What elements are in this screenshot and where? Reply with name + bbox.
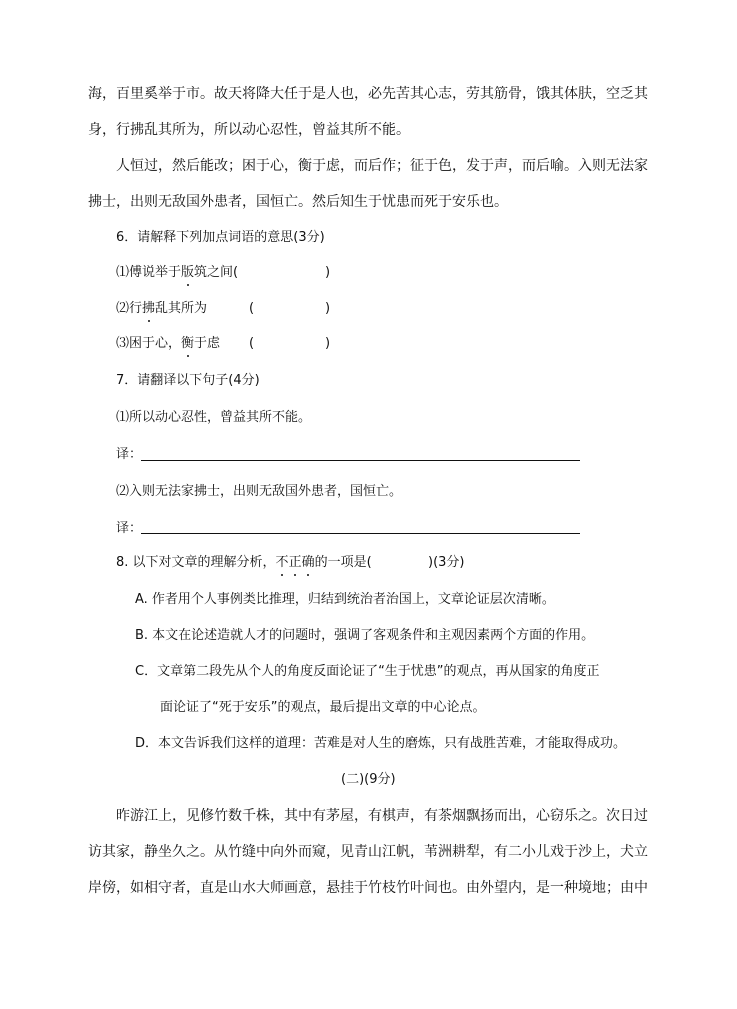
item-text: 乱其所为 [155,301,208,316]
option-c-continued: 面论证了“死于安乐”的观点，最后提出文章的中心论点。 [160,700,486,715]
item-text: 于虑 [194,336,221,351]
answer-paren-close: ) [325,265,331,280]
item-text: 行 [129,301,143,316]
passage-line: 拂士，出则无敌国外患者，国恒亡。然后知生于忧患而死于安乐也。 [88,194,508,210]
stem-text: 8. 以下对文章的理解分析， [116,555,276,570]
translate-label-1: 译： [116,447,143,462]
sentence-2: ⑵入则无法家拂士，出则无敌国外患者，国恒亡。 [116,484,403,499]
passage-line: 身，行拂乱其所为，所以动心忍性，曾益其所不能。 [88,122,410,138]
dotted-word: 衡 [181,336,195,351]
item-text: 筑之间( [194,265,239,280]
passage-line: 访其家，静坐久之。从竹缝中向外而窥，见青山江帆，苇洲耕犁，有二小儿戏于沙上，犬立 [88,844,648,860]
question-6-stem: 6．请解释下列加点词语的意思(3分) [116,230,325,245]
answer-paren-open: ( [249,301,255,316]
question-6-item-1 [116,264,238,282]
option-b: B. 本文在论述造就人才的问题时，强调了客观条件和主观因素两个方面的作用。 [135,628,595,643]
passage-line: 人恒过，然后能改；困于心，衡于虑，而后作；征于色，发于声，而后喻。入则无法家 [116,158,648,174]
question-6-item-2 [116,300,207,318]
sentence-1: ⑴所以动心忍性，曾益其所不能。 [116,410,312,425]
dotted-word: 拂 [142,301,156,316]
item-text: 困于心， [129,336,182,351]
question-6-item-3 [116,335,220,353]
question-7-stem: 7．请翻译以下句子(4分) [116,373,260,388]
answer-blank-line-2[interactable] [141,533,580,534]
answer-paren-open: ( [249,336,255,351]
dotted-word: 不 [275,555,289,570]
dotted-word: 确 [301,555,315,570]
item-number: ⑶ [116,336,130,351]
stem-text: 的一项是( [314,555,372,570]
section-2-title: (二)(9分) [341,772,396,787]
item-number: ⑵ [116,301,130,316]
passage-line: 海，百里奚举于市。故天将降大任于是人也，必先苦其心志，劳其筋骨，饿其体肤，空乏其 [88,86,648,102]
passage-line: 昨游江上，见修竹数千株，其中有茅屋，有棋声，有茶烟飘扬而出，心窃乐之。次日过 [116,808,648,824]
item-text: 傅说举于 [129,265,182,280]
passage-line: 岸傍，如相守者，直是山水大师画意，悬挂于竹枝竹叶间也。由外望内，是一种境地；由中 [88,880,648,896]
option-d: D．本文告诉我们这样的道理：苦难是对人生的磨炼，只有战胜苦难，才能取得成功。 [135,736,627,751]
option-a: A. 作者用个人事例类比推理，归结到统治者治国上，文章论证层次清晰。 [135,592,555,607]
answer-paren-close: ) [325,336,331,351]
option-c: C．文章第二段先从个人的角度反面论证了“生于忧患”的观点，再从国家的角度正 [135,664,600,679]
question-8-stem [116,554,372,572]
question-8-stem-end: )(3分) [428,555,465,570]
translate-label-2: 译： [116,521,143,536]
answer-blank-line-1[interactable] [141,460,580,461]
item-number: ⑴ [116,265,130,280]
dotted-word: 正 [288,555,302,570]
dotted-word: 版 [181,265,195,280]
answer-paren-close: ) [325,301,331,316]
